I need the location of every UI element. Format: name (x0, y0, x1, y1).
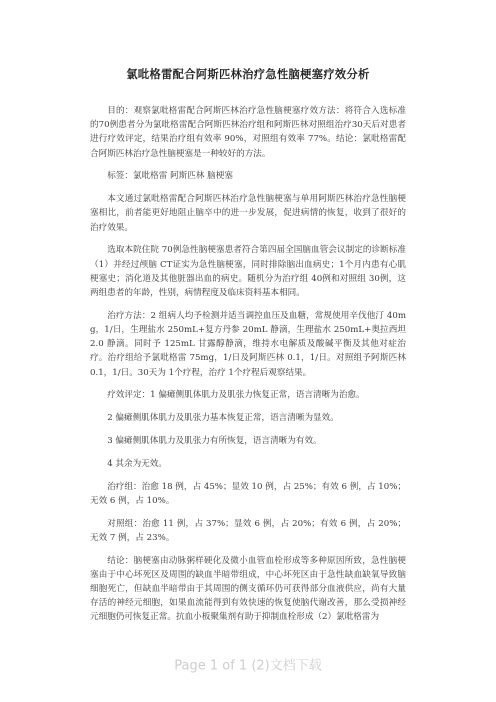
patients-paragraph: 选取本院住院 70例急性脑梗塞患者符合第四届全国脑血管会议制定的诊断标准（1）并经过颅脑 CT证实为急性脑梗塞，同时排除脑出血病史；1个月内患有心肌梗塞史；消化道及其他脏器出血的病史。随机分为治疗组 40例和对照组 30例，这两组患者的年龄，性别，病情程度及临床资料基本相同。 (90, 245, 406, 299)
intro-paragraph: 本文通过氯吡格雷配合阿斯匹林治疗急性脑梗塞与单用阿斯匹林治疗急性脑梗塞相比，前者能更好地阻止脑卒中的进一步发展，促进病情的恢复，收到了很好的治疗效果。 (90, 194, 406, 233)
conclusion-paragraph: 结论：脑梗塞由动脉粥样硬化及微小血管血栓形成等多种原因所致，急性脑梗塞由于中心坏死区及周围的缺血半暗带组成，中心坏死区由于急性缺血缺氧导致脑细胞死亡，但缺血半暗带由于其周围的侧支循环仍可获得部分血液供应，尚有大量存活的神经元细胞，如果血流能得到有效快速的恢复使脑代谢改善，那么受损神经元细胞仍可恢复正常。抗血小板聚集剂有助于抑制血栓形成（2）氯吡格雷为 (90, 555, 406, 623)
methods-paragraph: 治疗方法：2 组病人均予检测并适当调控血压及血糖，常规使用辛伐他汀 40mg，1/日，生理盐水 250mL+复方丹参 20mL 静滴，生理盐水 250mL+奥拉西坦 2.0 静滴。同时予 125mL 甘露醇静滴，维持水电解质及酸碱平衡及其他对症治疗。治疗组给予氯吡格雷 75mg，1/日及阿斯匹林 0.1，1/日。对照组予阿斯匹林 0.1，1/日。30天为 1个疗程，治疗 1个疗程后观察结果。 (90, 310, 406, 378)
criteria-3-paragraph: 3 偏瘫侧肌体肌力及肌张力有所恢复，语言清晰为有效。 (107, 436, 322, 447)
criteria-4-paragraph: 4 其余为无效。 (107, 458, 167, 469)
document-title: 氯吡格雷配合阿斯匹林治疗急性脑梗塞疗效分析 (126, 68, 370, 81)
criteria-1-paragraph: 疗效评定：1 偏瘫侧肌体肌力及肌张力恢复正常，语言清晰为治愈。 (107, 390, 365, 401)
abstract-paragraph: 目的：观察氯吡格雷配合阿斯匹林治疗急性脑梗塞疗效方法：将符合入选标准的70例患者分为氯吡格雷配合阿斯匹林治疗组和阿斯匹林对照组治疗30天后对患者进行疗效评定，结果治疗组有效率 90%，对照组有效率 77%。结论：氯吡格雷配合阿斯匹林治疗急性脑梗塞是一种较好的方法。 (90, 106, 406, 159)
control-group-paragraph: 对照组：治愈 11 例，占 37%；显效 6 例，占 20%；有效 6 例，占 20%；无效 7 例，占 23%。 (90, 518, 406, 543)
keywords-paragraph: 标签：氯吡格雷 阿斯匹林 脑梗塞 (107, 171, 233, 182)
watermark: Page 1 of 1 (2)文档下载 (174, 658, 322, 674)
treatment-group-paragraph: 治疗组：治愈 18 例，占 45%；显效 10 例，占 25%；有效 6 例，占 10%；无效 6 例，占 10%。 (90, 481, 406, 506)
criteria-2-paragraph: 2 偏瘫侧肌体肌力及肌张力基本恢复正常，语言清晰为显效。 (107, 413, 339, 424)
